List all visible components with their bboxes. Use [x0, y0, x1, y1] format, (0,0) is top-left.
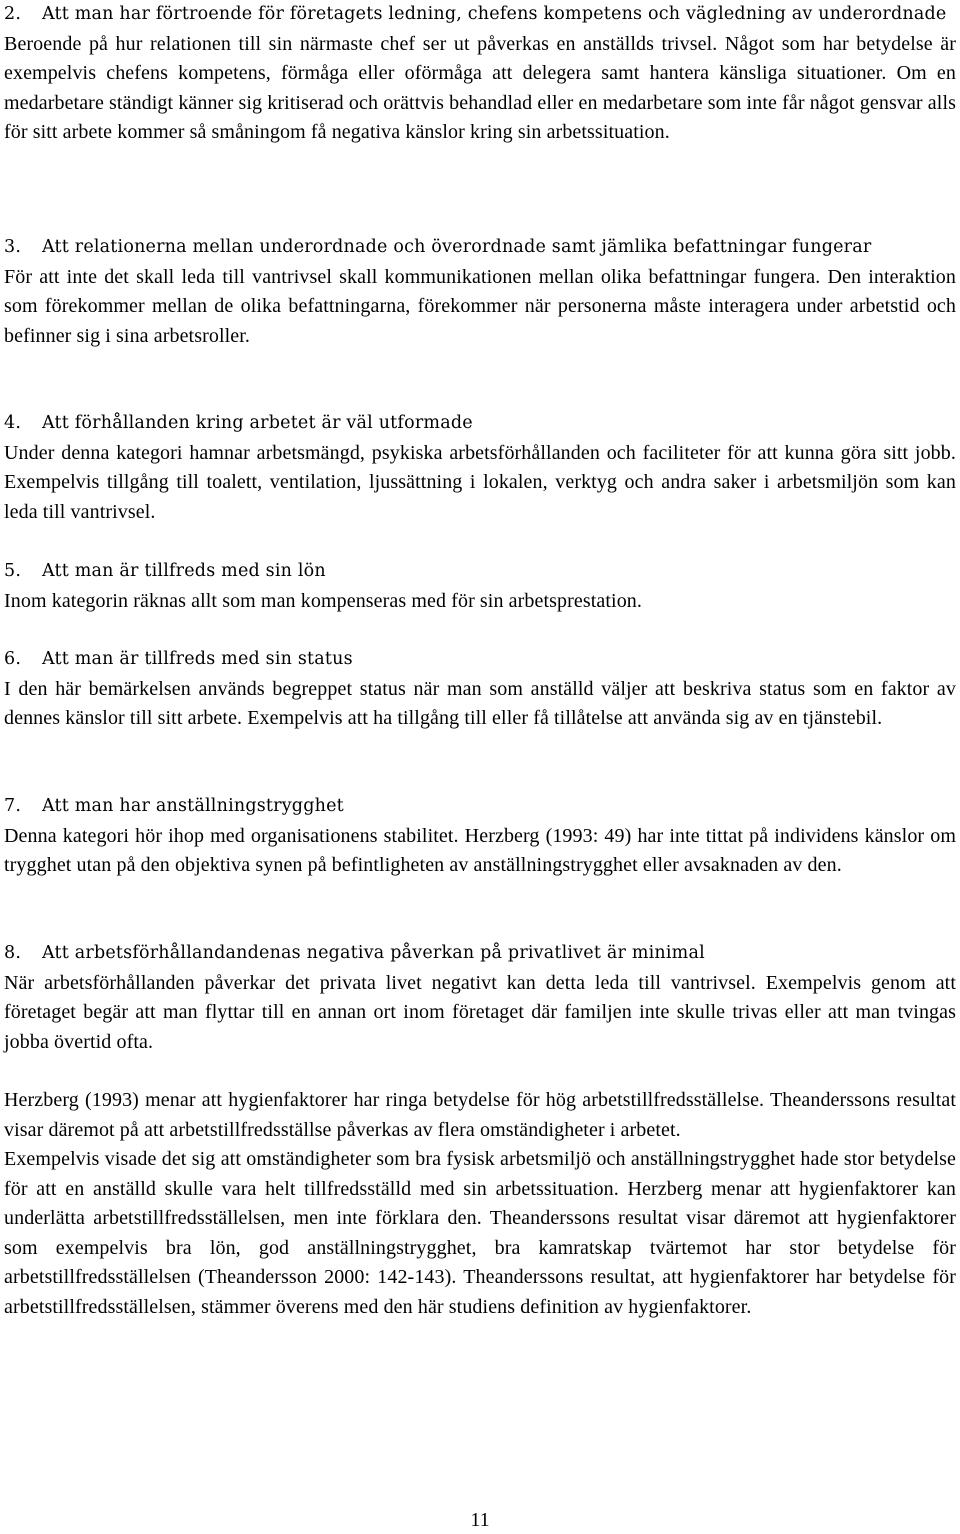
conclusion — [4, 1086, 956, 1322]
section-number: 7. — [4, 796, 22, 816]
section-title: Att man är tillfreds med sin lön — [42, 561, 326, 581]
section-body: När arbetsförhållanden påverkar det privata livet negativt kan detta leda till vantrivsel. Exempelvis genom att företaget begär att man flyttar till en annan ort inom företaget där familjen inte skulle trivas eller att man tvingas jobba övertid ofta. — [4, 971, 956, 1053]
section-7 — [4, 792, 956, 881]
section-heading — [4, 0, 956, 30]
section-heading — [4, 645, 956, 675]
section-heading — [4, 233, 956, 263]
section-8 — [4, 939, 956, 1057]
page-number: 11 — [470, 1509, 490, 1531]
section-body: Under denna kategori hamnar arbetsmängd, psykiska arbetsförhållanden och faciliteter för att kunna göra sitt jobb. Exempelvis tillgång till toalett, ventilation, ljussättning i lokalen, verktyg och andra saker i arbetsmiljön som kan leda till vantrivsel. — [4, 441, 956, 523]
section-title: Att arbetsförhållandandenas negativa påverkan på privatlivet är minimal — [42, 943, 705, 963]
section-body: Inom kategorin räknas allt som man kompenseras med för sin arbetsprestation. — [4, 589, 642, 612]
conclusion-paragraph: Herzberg (1993) menar att hygienfaktorer har ringa betydelse för hög arbetstillfredsställelse. Theanderssons resultat visar däremot på att arbetstillfredsställse påverkas av flera omständigheter i arbetet. — [4, 1089, 956, 1141]
section-number: 4. — [4, 413, 22, 433]
section-5 — [4, 557, 956, 616]
section-3 — [4, 233, 956, 351]
section-2 — [4, 0, 956, 148]
section-heading — [4, 557, 956, 587]
section-body: I den här bemärkelsen används begreppet status när man som anställd väljer att beskriva status som en faktor av dennes känslor till sitt arbete. Exempelvis att ha tillgång till eller få tillåtelse att använda sig av en tjänstebil. — [4, 677, 956, 729]
section-heading — [4, 939, 956, 969]
section-title: Att förhållanden kring arbetet är väl utformade — [42, 413, 473, 433]
section-title: Att man är tillfreds med sin status — [42, 649, 353, 669]
document-page — [4, 0, 956, 1534]
section-number: 3. — [4, 237, 22, 257]
section-number: 6. — [4, 649, 22, 669]
section-body: För att inte det skall leda till vantrivsel skall kommunikationen mellan olika befattningar fungera. Den interaktion som förekommer mellan de olika befattningarna, förekommer när personerna måste interagera under arbetstid och befinner sig i sina arbetsroller. — [4, 265, 956, 347]
section-number: 5. — [4, 561, 22, 581]
section-number: 2. — [4, 4, 22, 24]
conclusion-paragraph: Exempelvis visade det sig att omständigheter som bra fysisk arbetsmiljö och anställningstrygghet hade stor betydelse för att en anställd skulle vara helt tillfredsställd med sin arbetssituation. Herzberg menar att hygienfaktorer kan underlätta arbetstillfredsställelsen, men inte förklara den. Theanderssons resultat visar däremot att hygienfaktorer som exempelvis bra lön, god anställningstrygghet, bra kamratskap tvärtemot har stor betydelse för arbetstillfredsställelsen (Theandersson 2000: 142-143). Theanderssons resultat, att hygienfaktorer har betydelse för arbetstillfredsställelsen, stämmer överens med den här studiens definition av hygienfaktorer. — [4, 1148, 956, 1318]
section-heading — [4, 409, 956, 439]
section-title: Att relationerna mellan underordnade och överordnade samt jämlika befattningar fungerar — [42, 237, 872, 257]
section-title: Att man har förtroende för företagets ledning, chefens kompetens och vägledning av underordnade — [42, 4, 947, 24]
section-heading — [4, 792, 956, 822]
section-title: Att man har anställningstrygghet — [42, 796, 344, 816]
section-body: Beroende på hur relationen till sin närmaste chef ser ut påverkas en anställds trivsel. Något som har betydelse är exempelvis chefens kompetens, förmåga eller oförmåga att delegera samt hantera känsliga situationer. Om en medarbetare ständigt känner sig kritiserad och orättvis behandlad eller en medarbetare som inte får något gensvar alls för sitt arbete kommer så småningom få negativa känslor kring sin arbetssituation. — [4, 32, 956, 143]
section-number: 8. — [4, 943, 22, 963]
section-6 — [4, 645, 956, 734]
section-4 — [4, 409, 956, 527]
section-body: Denna kategori hör ihop med organisationens stabilitet. Herzberg (1993: 49) har inte tittat på individens känslor om trygghet utan på den objektiva synen på befintligheten av anställningstrygghet eller avsaknaden av den. — [4, 824, 956, 876]
